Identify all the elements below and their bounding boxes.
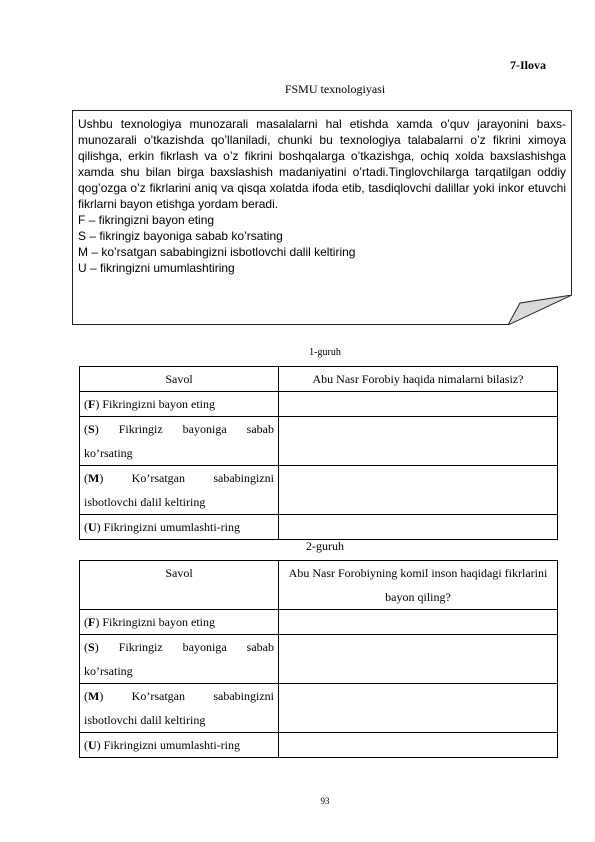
- row-text: Fikringizni umumlashti-ring: [100, 520, 240, 534]
- page-number: 93: [320, 796, 330, 806]
- answer-cell[interactable]: [279, 392, 558, 417]
- row-key: F: [88, 397, 96, 411]
- table-header-row: [80, 561, 558, 610]
- table-row: [80, 610, 558, 635]
- row-text: Fikringizni umumlashti-ring: [100, 738, 240, 752]
- row-text: Fikringiz bayoniga sabab ko’rsating: [84, 422, 274, 460]
- row-label: (M) Ko’rsatgan sababingizni isbotlovchi dalil keltiring: [80, 684, 279, 733]
- table-row: [80, 684, 558, 733]
- row-text: Ko’rsatgan sababingizni isbotlovchi dalil keltiring: [84, 471, 274, 509]
- group-1-table: [79, 366, 558, 540]
- page-curl-icon: [508, 295, 572, 325]
- row-key: S: [88, 422, 95, 436]
- table-row: [80, 635, 558, 684]
- table-row: [80, 466, 558, 515]
- intro-paragraph: Ushbu texnologiya munozarali masalalarni hal etishda xamda o’quv jarayonini baxs-munozarali o’tkazishda qo’llaniladi, chunki bu texnologiya talabalarni o’z fikrini ximoya qilishga, erkin fikrlash va o’z fikrini boshqalarga o’tkazishga, ochiq xolda baxslashishga xamda shu bilan birga baxslashish madaniyatini o’rtadi.Tinglovchilarga tarqatilgan oddiy qog’ozga o’z fikrlarini aniq va qisqa xolatda ifoda etib, tasdiqlovchi dalillar yoki inkor etuvchi fikrlarni bayon etishga yordam beradi.: [78, 117, 566, 211]
- row-key: M: [88, 689, 100, 703]
- group-2-table: [79, 560, 558, 758]
- row-text: Fikringiz bayoniga sabab ko’rsating: [84, 640, 274, 678]
- answer-cell[interactable]: [279, 635, 558, 684]
- row-label: (U) Fikringizni umumlashti-ring: [80, 515, 279, 540]
- table-row: [80, 733, 558, 758]
- row-key: F: [88, 615, 96, 629]
- row-label: (U) Fikringizni umumlashti-ring: [80, 733, 279, 758]
- row-label: (S) Fikringiz bayoniga sabab ko’rsating: [80, 635, 279, 684]
- answer-cell[interactable]: [279, 417, 558, 466]
- intro-text: [78, 116, 566, 276]
- row-text: Ko’rsatgan sababingizni isbotlovchi dalil keltiring: [84, 689, 274, 727]
- row-key: M: [88, 471, 100, 485]
- group-2-title: 2-guruh: [306, 539, 344, 553]
- intro-line-f: F – fikringizni bayon eting: [78, 213, 215, 227]
- table-row: [80, 417, 558, 466]
- row-key: S: [88, 640, 95, 654]
- appendix-label: 7-Ilova: [510, 58, 546, 72]
- answer-cell[interactable]: [279, 610, 558, 635]
- row-label: (S) Fikringiz bayoniga sabab ko’rsating: [80, 417, 279, 466]
- answer-cell[interactable]: [279, 466, 558, 515]
- row-label: (M) Ko’rsatgan sababingizni isbotlovchi dalil keltiring: [80, 466, 279, 515]
- intro-line-s: S – fikringiz bayoniga sabab ko’rsating: [78, 229, 283, 243]
- answer-cell[interactable]: [279, 515, 558, 540]
- row-label: (F) Fikringizni bayon eting: [80, 392, 279, 417]
- intro-note-box: [72, 110, 572, 325]
- intro-line-u: U – fikringizni umumlashtiring: [78, 261, 235, 275]
- row-text: Fikringizni bayon eting: [99, 615, 215, 629]
- table-row: [80, 515, 558, 540]
- group-1-title: 1-guruh: [309, 347, 341, 358]
- row-key: U: [88, 738, 97, 752]
- table-header-question: Savol: [80, 561, 279, 610]
- row-key: U: [88, 520, 97, 534]
- table-row: [80, 392, 558, 417]
- table-header-question: Savol: [80, 367, 279, 392]
- section-heading: FSMU texnologiyasi: [284, 82, 386, 96]
- answer-cell[interactable]: [279, 733, 558, 758]
- row-text: Fikringizni bayon eting: [99, 397, 215, 411]
- answer-cell[interactable]: [279, 684, 558, 733]
- table-header-row: [80, 367, 558, 392]
- table-header-topic: Abu Nasr Forobiyning komil inson haqidagi fikrlarini bayon qiling?: [279, 561, 558, 610]
- intro-line-m: M – ko’rsatgan sababingizni isbotlovchi dalil keltiring: [78, 245, 356, 259]
- row-label: (F) Fikringizni bayon eting: [80, 610, 279, 635]
- table-header-topic: Abu Nasr Forobiy haqida nimalarni bilasiz?: [279, 367, 558, 392]
